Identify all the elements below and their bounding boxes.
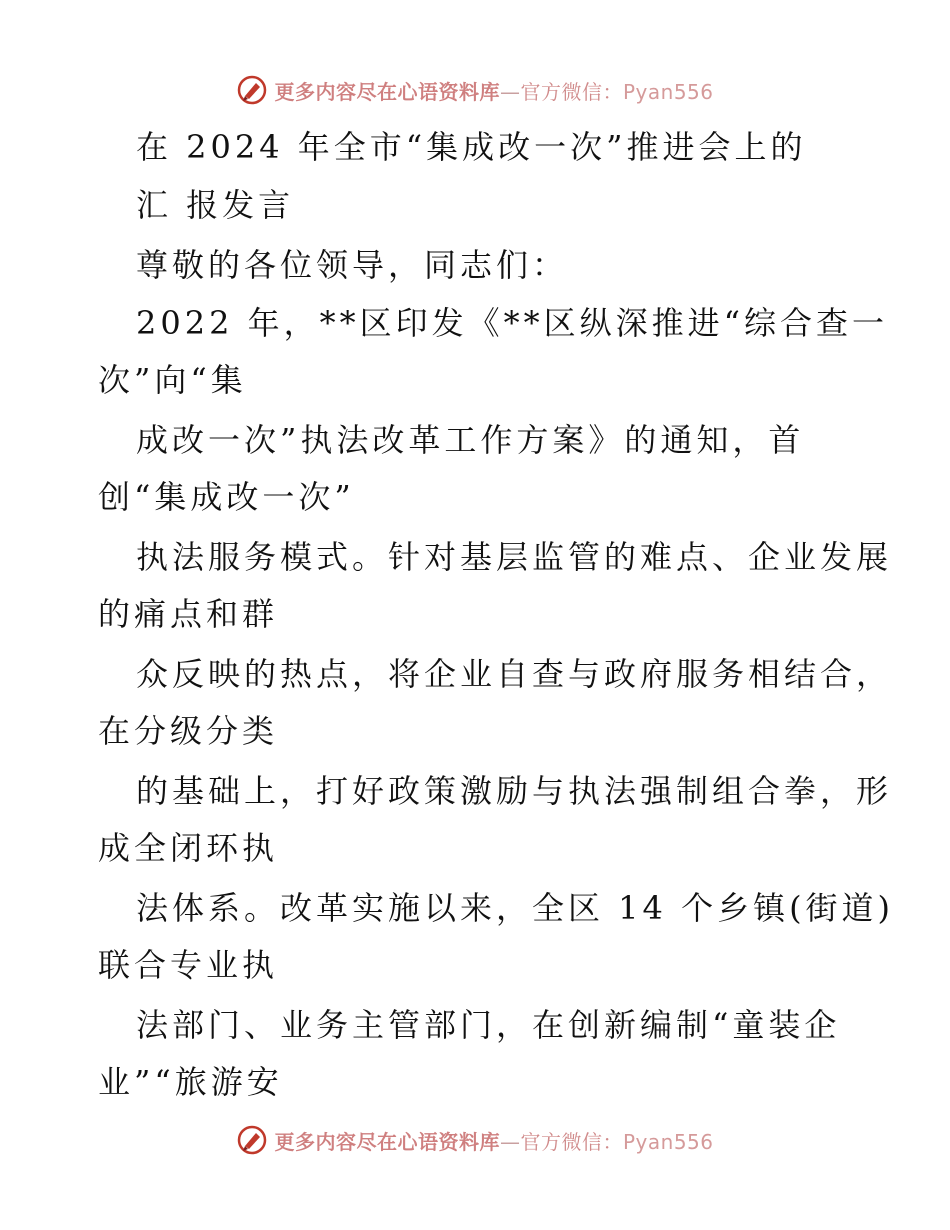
watermark-wechat-handle: Pyan556: [622, 1129, 714, 1154]
watermark-main: 更多内容尽在心语资料库: [274, 1129, 500, 1154]
text-line: 2022 年，**区印发《**区纵深推进“综合查一: [136, 304, 888, 342]
watermark-text: [274, 1126, 713, 1155]
text-line: 法体系。改革实施以来，全区 14 个乡镇(街道): [136, 889, 895, 927]
pen-logo-icon: [236, 1124, 268, 1156]
text-line: 成改一次”执法改革工作方案》的通知，首: [136, 421, 805, 459]
text-line: 在分级分类: [98, 712, 279, 750]
text-line: 尊敬的各位领导，同志们：: [136, 246, 569, 284]
text-line: 的基础上，打好政策激励与执法强制组合拳，形: [136, 772, 893, 810]
text-line: 执法服务模式。针对基层监管的难点、企业发展: [136, 538, 893, 576]
text-line: 次”向“集: [98, 361, 247, 399]
text-line: 在 2024 年全市“集成改一次”推进会上的: [136, 128, 807, 166]
watermark-main: 更多内容尽在心语资料库: [274, 79, 500, 104]
text-line: 成全闭环执: [98, 829, 279, 867]
watermark-separator: —: [499, 1129, 521, 1154]
text-line: 汇 报发言: [136, 186, 295, 224]
watermark-separator: —: [499, 79, 521, 104]
text-line: 创“集成改一次”: [98, 478, 355, 516]
text-line: 业”“旅游安: [98, 1063, 283, 1101]
text-line: 法部门、业务主管部门，在创新编制“童装企: [136, 1006, 841, 1044]
text-line: 联合专业执: [98, 946, 279, 984]
footer-watermark: [0, 1120, 950, 1160]
text-line: 众反映的热点，将企业自查与政府服务相结合，: [136, 655, 893, 693]
watermark-wechat-handle: Pyan556: [622, 79, 714, 104]
text-line: 的痛点和群: [98, 595, 279, 633]
watermark-wechat-label: 官方微信：: [520, 79, 623, 104]
watermark-wechat-label: 官方微信：: [520, 1129, 623, 1154]
